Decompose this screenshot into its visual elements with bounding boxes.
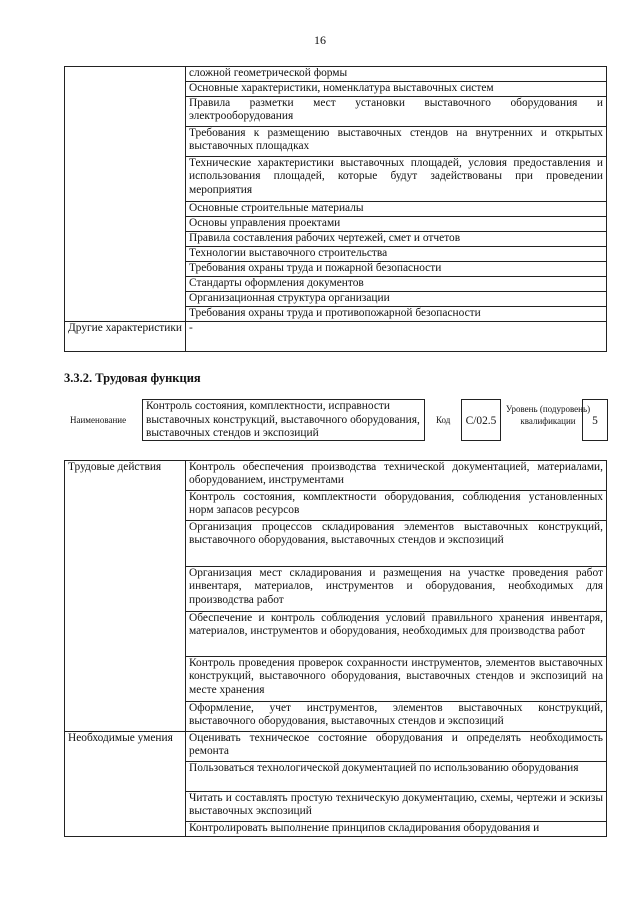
knowledge-item: сложной геометрической формы [186, 67, 607, 82]
skill-item: Контролировать выполнение принципов складирования оборудования и [186, 822, 607, 837]
knowledge-item: Основные характеристики, номенклатура выставочных систем [186, 82, 607, 97]
knowledge-item: Организационная структура организации [186, 292, 607, 307]
table-row [65, 461, 607, 491]
knowledge-item: Требования охраны труда и пожарной безопасности [186, 262, 607, 277]
knowledge-table [64, 66, 607, 352]
skill-item: Пользоваться технологической документацией по использованию оборудования [186, 762, 607, 792]
table-row [65, 322, 607, 352]
labor-action-item: Организация мест складирования и размещения на участке проведения работ инвентаря, материалов, инструментов и оборудования, необходимых для производства работ [186, 567, 607, 612]
labor-action-item: Организация процессов складирования элементов выставочных конструкций, выставочного оборудования, выставочных стендов и экспозиций [186, 521, 607, 567]
table-row [65, 67, 607, 82]
table-row [65, 732, 607, 762]
knowledge-label-cell [65, 67, 186, 322]
knowledge-item: Стандарты оформления документов [186, 277, 607, 292]
function-name: Контроль состояния, комплектности, исправности выставочных конструкций, выставочного оборудования, выставочных стендов и экспозиций [142, 399, 425, 441]
level-value: 5 [582, 399, 608, 441]
page-number: 16 [314, 33, 326, 47]
labor-action-item: Обеспечение и контроль соблюдения условий правильного хранения инвентаря, материалов, инструментов и оборудования, необходимых для производства работ [186, 612, 607, 657]
knowledge-item: Технические характеристики выставочных площадей, условия предоставления и использования площадей, которые будут задействованы при проведении мероприятия [186, 157, 607, 202]
section-title: 3.3.2. Трудовая функция [64, 371, 201, 385]
knowledge-item: Технологии выставочного строительства [186, 247, 607, 262]
knowledge-item: Правила составления рабочих чертежей, смет и отчетов [186, 232, 607, 247]
other-characteristics-label: Другие характеристики [65, 322, 186, 352]
skill-item: Оценивать техническое состояние оборудования и определять необходимость ремонта [186, 732, 607, 762]
skills-label: Необходимые умения [65, 732, 186, 837]
labor-action-item: Контроль проведения проверок сохранности инструментов, элементов выставочных конструкций, выставочного оборудования, выставочных стендов и экспозиций на месте хранения [186, 657, 607, 702]
knowledge-item: Требования охраны труда и противопожарной безопасности [186, 307, 607, 322]
function-code: C/02.5 [461, 399, 501, 441]
labor-actions-label: Трудовые действия [65, 461, 186, 732]
code-label: Код [436, 415, 451, 425]
skill-item: Читать и составлять простую техническую документацию, схемы, чертежи и эскизы выставочных экспозиций [186, 792, 607, 822]
knowledge-item: Основы управления проектами [186, 217, 607, 232]
labor-action-item: Контроль обеспечения производства технической документацией, материалами, оборудованием, инструментами [186, 461, 607, 491]
labor-action-item: Контроль состояния, комплектности оборудования, соблюдения установленных норм запасов ресурсов [186, 491, 607, 521]
knowledge-item: Основные строительные материалы [186, 202, 607, 217]
knowledge-item: Требования к размещению выставочных стендов на внутренних и открытых выставочных площадках [186, 127, 607, 157]
other-characteristics-value: - [186, 322, 607, 352]
labor-action-item: Оформление, учет инструментов, элементов выставочных конструкций, выставочного оборудования, выставочных стендов и экспозиций [186, 702, 607, 732]
labor-actions-table [64, 460, 607, 837]
knowledge-item: Правила разметки мест установки выставочного оборудования и электрооборудования [186, 97, 607, 127]
name-label: Наименование [70, 415, 127, 425]
level-label: Уровень (подуровень) квалификации [505, 404, 591, 426]
function-header [64, 398, 609, 444]
